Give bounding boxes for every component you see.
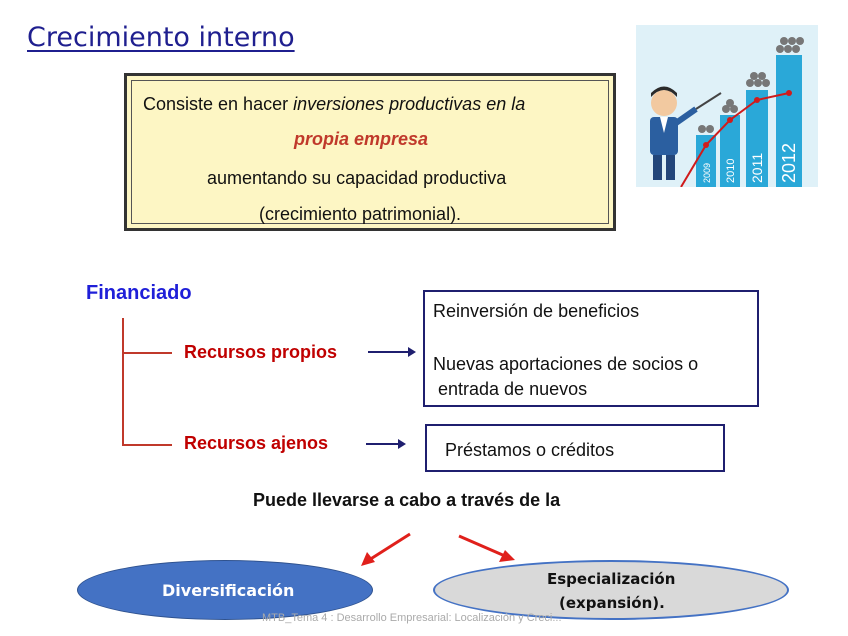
- own-item-new-partners: entrada de nuevos: [433, 379, 588, 399]
- bar-year-2009: 2009: [702, 162, 712, 183]
- specialization-label-line2: (expansión).: [559, 594, 665, 612]
- own-item-reinvestment: Reinversión de beneficios: [433, 301, 640, 321]
- definition-line-1-italic: inversiones productivas en la: [293, 94, 526, 114]
- bar-year-2011: 2011: [749, 152, 765, 183]
- financing-heading: Financiado: [86, 282, 192, 304]
- external-resources-box: [425, 424, 725, 472]
- definition-line-2: propia empresa: [294, 129, 429, 149]
- specialization-label-line1: Especialización: [547, 570, 676, 588]
- definition-box: [124, 73, 616, 231]
- arrow-down-left-icon: [355, 530, 415, 570]
- arrow-down-right-icon: [455, 532, 521, 568]
- growth-clipart-image: [636, 25, 818, 187]
- bracket-branch-own: [122, 352, 172, 354]
- definition-line-1-prefix: Consiste en hacer: [143, 94, 294, 114]
- arrow-right-icon: [364, 436, 408, 452]
- definition-line-1: [143, 94, 525, 115]
- own-resources-box: [423, 290, 759, 407]
- bar-year-2010: 2010: [725, 158, 737, 183]
- own-resources-label: Recursos propios: [184, 342, 338, 362]
- external-item-loans: Préstamos o créditos: [445, 440, 615, 460]
- diversification-ellipse: [77, 560, 373, 620]
- external-resources-label: Recursos ajenos: [184, 433, 329, 453]
- definition-line-4: (crecimiento patrimonial).: [259, 204, 462, 224]
- bracket-branch-external: [122, 444, 172, 446]
- arrow-right-icon: [366, 344, 418, 360]
- own-item-contributions: Nuevas aportaciones de socios o: [433, 354, 699, 374]
- specialization-ellipse: [433, 560, 789, 620]
- through-statement: Puede llevarse a cabo a través de la: [253, 490, 561, 510]
- definition-line-3: aumentando su capacidad productiva: [207, 168, 507, 188]
- bar-year-2012: 2012: [779, 142, 799, 183]
- bracket-vertical-line: [122, 318, 124, 446]
- slide-footer: MTB_Tema 4 : Desarrollo Empresarial: Localización y Creci...: [262, 612, 562, 624]
- diversification-label: Diversificación: [162, 581, 295, 600]
- page-title: Crecimiento interno: [27, 22, 295, 53]
